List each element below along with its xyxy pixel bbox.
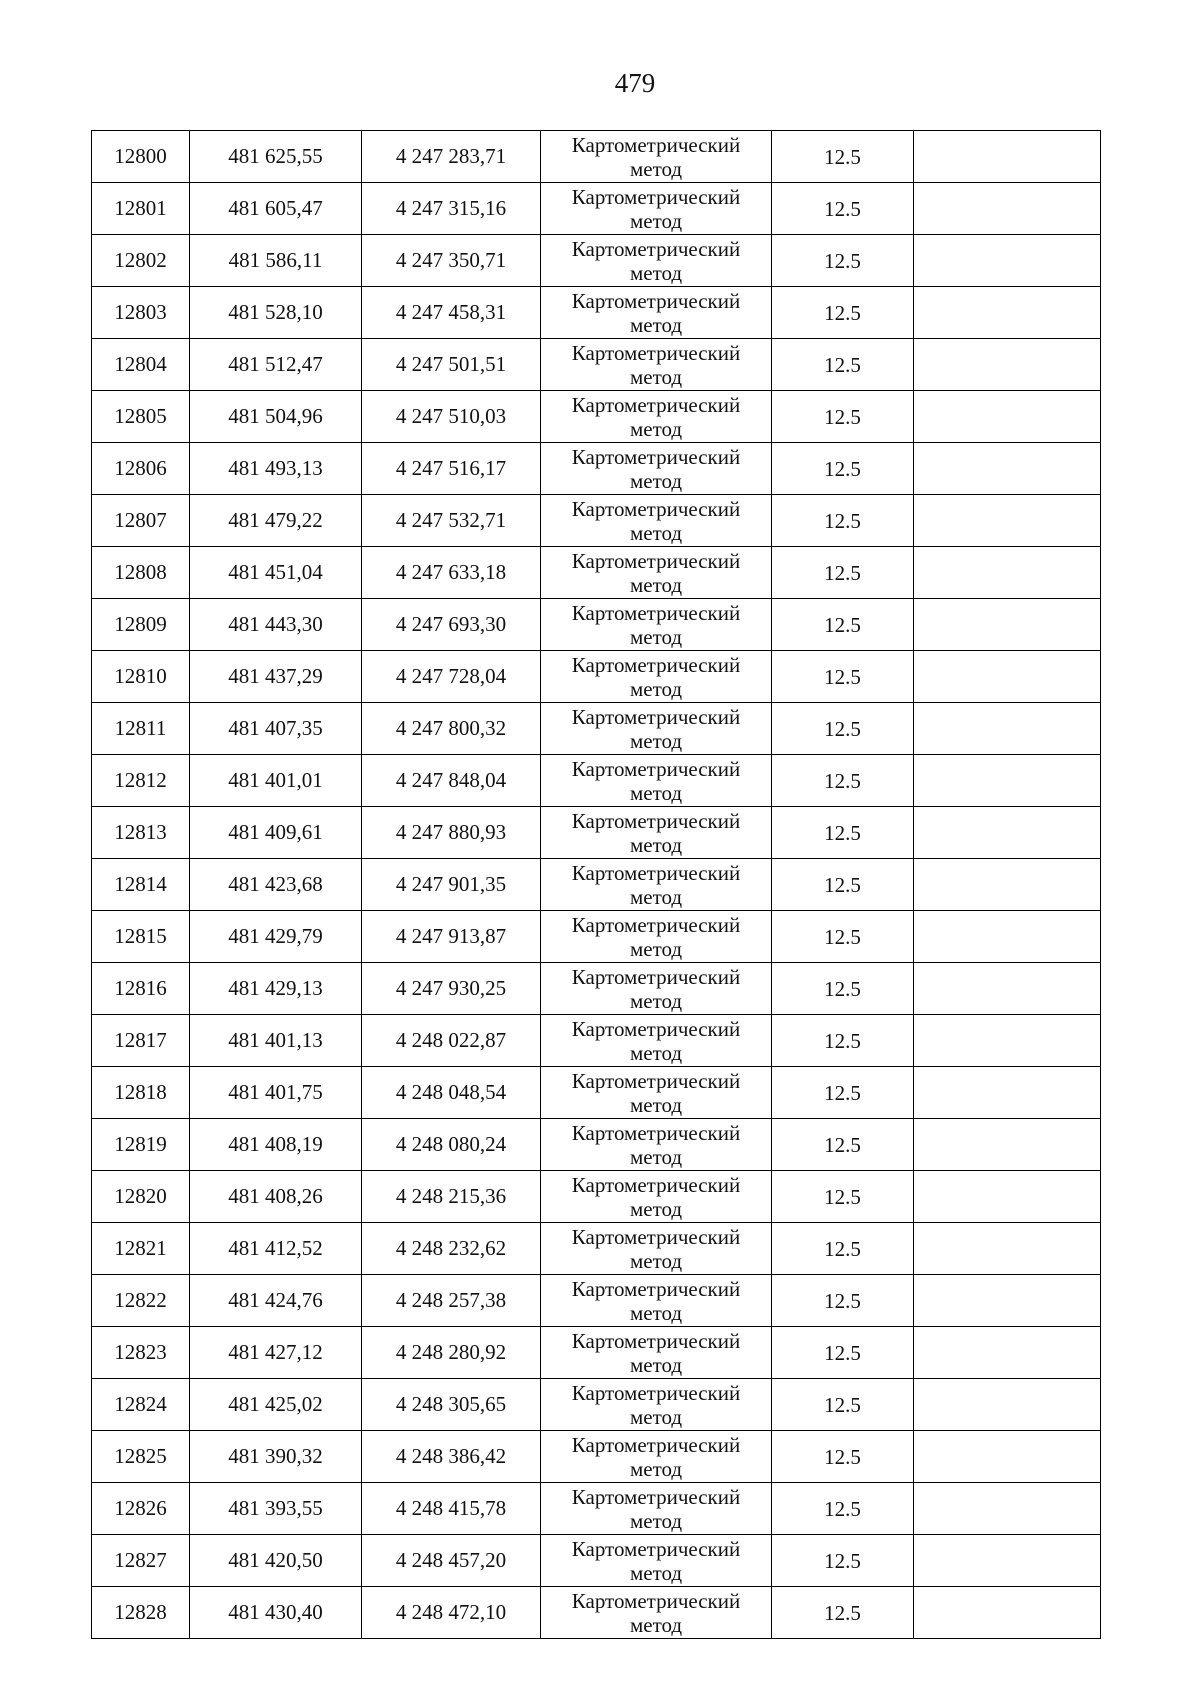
point-id-cell: 12819 [92,1119,190,1171]
method-cell [541,599,772,651]
accuracy-cell: 12.5 [772,1223,914,1275]
point-id-cell: 12808 [92,547,190,599]
note-cell [914,859,1101,911]
x-coordinate-cell: 481 429,13 [190,963,362,1015]
y-coordinate-cell: 4 248 215,36 [362,1171,541,1223]
method-line-1: Картометрический [571,1536,741,1561]
x-coordinate-cell: 481 401,01 [190,755,362,807]
x-coordinate-cell: 481 625,55 [190,131,362,183]
method-line-2: метод [629,1092,683,1117]
note-cell [914,1067,1101,1119]
point-id-cell: 12821 [92,1223,190,1275]
method-line-1: Картометрический [571,1276,741,1301]
method-line-2: метод [629,416,683,441]
accuracy-cell: 12.5 [772,287,914,339]
x-coordinate-cell: 481 437,29 [190,651,362,703]
accuracy-cell: 12.5 [772,963,914,1015]
method-line-1: Картометрический [571,1328,741,1353]
accuracy-cell: 12.5 [772,1587,914,1639]
point-id-cell: 12805 [92,391,190,443]
y-coordinate-cell: 4 248 457,20 [362,1535,541,1587]
method-line-1: Картометрический [571,704,741,729]
table-row [92,547,1101,599]
method-line-1: Картометрический [571,1068,741,1093]
y-coordinate-cell: 4 248 048,54 [362,1067,541,1119]
table-row [92,1587,1101,1639]
y-coordinate-cell: 4 247 913,87 [362,911,541,963]
method-line-2: метод [629,832,683,857]
y-coordinate-cell: 4 247 800,32 [362,703,541,755]
table-row [92,1379,1101,1431]
table-row [92,183,1101,235]
x-coordinate-cell: 481 393,55 [190,1483,362,1535]
method-line-2: метод [629,1196,683,1221]
note-cell [914,1015,1101,1067]
method-line-2: метод [629,936,683,961]
y-coordinate-cell: 4 248 080,24 [362,1119,541,1171]
table-row [92,1015,1101,1067]
note-cell [914,1379,1101,1431]
method-cell [541,287,772,339]
note-cell [914,287,1101,339]
point-id-cell: 12803 [92,287,190,339]
note-cell [914,1483,1101,1535]
note-cell [914,807,1101,859]
method-line-2: метод [629,780,683,805]
method-line-2: метод [629,364,683,389]
point-id-cell: 12828 [92,1587,190,1639]
method-line-1: Картометрический [571,288,741,313]
method-cell [541,1327,772,1379]
method-line-1: Картометрический [571,340,741,365]
note-cell [914,235,1101,287]
method-cell [541,703,772,755]
note-cell [914,547,1101,599]
y-coordinate-cell: 4 247 848,04 [362,755,541,807]
point-id-cell: 12825 [92,1431,190,1483]
table-row [92,1119,1101,1171]
method-cell [541,1379,772,1431]
note-cell [914,911,1101,963]
method-cell [541,807,772,859]
method-line-2: метод [629,1456,683,1481]
method-cell [541,1119,772,1171]
y-coordinate-cell: 4 248 386,42 [362,1431,541,1483]
method-line-1: Картометрический [571,600,741,625]
point-id-cell: 12815 [92,911,190,963]
method-line-2: метод [629,624,683,649]
x-coordinate-cell: 481 427,12 [190,1327,362,1379]
method-cell [541,391,772,443]
point-id-cell: 12822 [92,1275,190,1327]
method-line-1: Картометрический [571,1224,741,1249]
x-coordinate-cell: 481 412,52 [190,1223,362,1275]
note-cell [914,599,1101,651]
method-cell [541,1483,772,1535]
method-cell [541,1535,772,1587]
table-row [92,443,1101,495]
point-id-cell: 12807 [92,495,190,547]
note-cell [914,1275,1101,1327]
accuracy-cell: 12.5 [772,755,914,807]
y-coordinate-cell: 4 247 516,17 [362,443,541,495]
method-line-2: метод [629,572,683,597]
y-coordinate-cell: 4 247 510,03 [362,391,541,443]
x-coordinate-cell: 481 504,96 [190,391,362,443]
method-line-1: Картометрический [571,964,741,989]
x-coordinate-cell: 481 512,47 [190,339,362,391]
method-line-2: метод [629,1352,683,1377]
accuracy-cell: 12.5 [772,1171,914,1223]
accuracy-cell: 12.5 [772,183,914,235]
point-id-cell: 12823 [92,1327,190,1379]
method-line-2: метод [629,312,683,337]
note-cell [914,391,1101,443]
accuracy-cell: 12.5 [772,547,914,599]
x-coordinate-cell: 481 408,26 [190,1171,362,1223]
x-coordinate-cell: 481 430,40 [190,1587,362,1639]
note-cell [914,1171,1101,1223]
y-coordinate-cell: 4 247 880,93 [362,807,541,859]
accuracy-cell: 12.5 [772,131,914,183]
x-coordinate-cell: 481 407,35 [190,703,362,755]
note-cell [914,339,1101,391]
point-id-cell: 12827 [92,1535,190,1587]
x-coordinate-cell: 481 423,68 [190,859,362,911]
method-cell [541,1015,772,1067]
method-cell [541,651,772,703]
accuracy-cell: 12.5 [772,807,914,859]
note-cell [914,755,1101,807]
table-row [92,599,1101,651]
method-line-1: Картометрический [571,1172,741,1197]
method-line-1: Картометрический [571,444,741,469]
note-cell [914,183,1101,235]
x-coordinate-cell: 481 493,13 [190,443,362,495]
x-coordinate-cell: 481 408,19 [190,1119,362,1171]
method-line-2: метод [629,1508,683,1533]
note-cell [914,651,1101,703]
table-row [92,807,1101,859]
point-id-cell: 12804 [92,339,190,391]
table-row [92,1327,1101,1379]
method-line-2: метод [629,1300,683,1325]
method-line-1: Картометрический [571,808,741,833]
point-id-cell: 12806 [92,443,190,495]
accuracy-cell: 12.5 [772,339,914,391]
table-row [92,1067,1101,1119]
point-id-cell: 12801 [92,183,190,235]
table-row [92,755,1101,807]
x-coordinate-cell: 481 605,47 [190,183,362,235]
point-id-cell: 12800 [92,131,190,183]
table-row [92,859,1101,911]
method-line-2: метод [629,520,683,545]
method-line-2: метод [629,1404,683,1429]
method-line-2: метод [629,1144,683,1169]
y-coordinate-cell: 4 247 901,35 [362,859,541,911]
method-line-2: метод [629,468,683,493]
accuracy-cell: 12.5 [772,1483,914,1535]
method-line-2: метод [629,1612,683,1637]
accuracy-cell: 12.5 [772,1015,914,1067]
table-row [92,1431,1101,1483]
method-line-2: метод [629,676,683,701]
note-cell [914,1327,1101,1379]
x-coordinate-cell: 481 420,50 [190,1535,362,1587]
accuracy-cell: 12.5 [772,1535,914,1587]
x-coordinate-cell: 481 586,11 [190,235,362,287]
point-id-cell: 12811 [92,703,190,755]
note-cell [914,1535,1101,1587]
y-coordinate-cell: 4 248 305,65 [362,1379,541,1431]
y-coordinate-cell: 4 247 930,25 [362,963,541,1015]
y-coordinate-cell: 4 248 472,10 [362,1587,541,1639]
method-line-1: Картометрический [571,1016,741,1041]
note-cell [914,131,1101,183]
accuracy-cell: 12.5 [772,859,914,911]
point-id-cell: 12824 [92,1379,190,1431]
method-cell [541,755,772,807]
x-coordinate-cell: 481 528,10 [190,287,362,339]
method-line-1: Картометрический [571,860,741,885]
method-line-1: Картометрический [571,236,741,261]
x-coordinate-cell: 481 425,02 [190,1379,362,1431]
y-coordinate-cell: 4 248 257,38 [362,1275,541,1327]
method-line-2: метод [629,1248,683,1273]
y-coordinate-cell: 4 248 022,87 [362,1015,541,1067]
point-id-cell: 12814 [92,859,190,911]
method-cell [541,339,772,391]
accuracy-cell: 12.5 [772,599,914,651]
method-line-2: метод [629,1040,683,1065]
method-line-1: Картометрический [571,1120,741,1145]
method-line-1: Картометрический [571,1380,741,1405]
note-cell [914,1119,1101,1171]
accuracy-cell: 12.5 [772,443,914,495]
note-cell [914,1431,1101,1483]
accuracy-cell: 12.5 [772,495,914,547]
y-coordinate-cell: 4 247 532,71 [362,495,541,547]
page-number: 479 [614,68,656,98]
table-row [92,131,1101,183]
y-coordinate-cell: 4 247 501,51 [362,339,541,391]
method-cell [541,963,772,1015]
y-coordinate-cell: 4 247 633,18 [362,547,541,599]
method-line-2: метод [629,156,683,181]
accuracy-cell: 12.5 [772,1119,914,1171]
note-cell [914,703,1101,755]
accuracy-cell: 12.5 [772,391,914,443]
accuracy-cell: 12.5 [772,1275,914,1327]
point-id-cell: 12818 [92,1067,190,1119]
accuracy-cell: 12.5 [772,703,914,755]
method-cell [541,1223,772,1275]
note-cell [914,443,1101,495]
table-row [92,651,1101,703]
y-coordinate-cell: 4 247 458,31 [362,287,541,339]
method-line-2: метод [629,988,683,1013]
x-coordinate-cell: 481 429,79 [190,911,362,963]
method-cell [541,131,772,183]
x-coordinate-cell: 481 479,22 [190,495,362,547]
method-cell [541,443,772,495]
table-row [92,703,1101,755]
accuracy-cell: 12.5 [772,1431,914,1483]
method-cell [541,183,772,235]
method-cell [541,547,772,599]
point-id-cell: 12826 [92,1483,190,1535]
method-line-1: Картометрический [571,652,741,677]
method-cell [541,1587,772,1639]
method-cell [541,859,772,911]
method-line-2: метод [629,260,683,285]
point-id-cell: 12816 [92,963,190,1015]
method-line-2: метод [629,728,683,753]
y-coordinate-cell: 4 247 315,16 [362,183,541,235]
point-id-cell: 12817 [92,1015,190,1067]
x-coordinate-cell: 481 443,30 [190,599,362,651]
accuracy-cell: 12.5 [772,1327,914,1379]
x-coordinate-cell: 481 451,04 [190,547,362,599]
y-coordinate-cell: 4 247 728,04 [362,651,541,703]
method-line-1: Картометрический [571,912,741,937]
y-coordinate-cell: 4 247 693,30 [362,599,541,651]
x-coordinate-cell: 481 401,75 [190,1067,362,1119]
table-row [92,1535,1101,1587]
method-line-2: метод [629,1560,683,1585]
note-cell [914,495,1101,547]
method-cell [541,911,772,963]
note-cell [914,1223,1101,1275]
table-row [92,911,1101,963]
table-row [92,1223,1101,1275]
note-cell [914,1587,1101,1639]
method-line-1: Картометрический [571,1484,741,1509]
table-row [92,339,1101,391]
accuracy-cell: 12.5 [772,1379,914,1431]
accuracy-cell: 12.5 [772,235,914,287]
table-row [92,1483,1101,1535]
method-line-2: метод [629,208,683,233]
table-row [92,391,1101,443]
method-cell [541,1275,772,1327]
point-id-cell: 12809 [92,599,190,651]
method-line-1: Картометрический [571,184,741,209]
table-row [92,495,1101,547]
method-line-1: Картометрический [571,548,741,573]
method-line-1: Картометрический [571,756,741,781]
method-line-1: Картометрический [571,496,741,521]
y-coordinate-cell: 4 247 283,71 [362,131,541,183]
x-coordinate-cell: 481 390,32 [190,1431,362,1483]
method-line-2: метод [629,884,683,909]
accuracy-cell: 12.5 [772,651,914,703]
method-line-1: Картометрический [571,392,741,417]
coordinates-table [91,130,1101,1639]
x-coordinate-cell: 481 409,61 [190,807,362,859]
method-line-1: Картометрический [571,1588,741,1613]
note-cell [914,963,1101,1015]
x-coordinate-cell: 481 401,13 [190,1015,362,1067]
coordinates-table-body [92,131,1101,1639]
table-row [92,287,1101,339]
y-coordinate-cell: 4 248 232,62 [362,1223,541,1275]
method-cell [541,1067,772,1119]
point-id-cell: 12820 [92,1171,190,1223]
table-row [92,1275,1101,1327]
y-coordinate-cell: 4 248 415,78 [362,1483,541,1535]
method-cell [541,235,772,287]
method-cell [541,495,772,547]
method-cell [541,1431,772,1483]
point-id-cell: 12813 [92,807,190,859]
y-coordinate-cell: 4 248 280,92 [362,1327,541,1379]
method-line-1: Картометрический [571,132,741,157]
table-row [92,235,1101,287]
accuracy-cell: 12.5 [772,1067,914,1119]
method-cell [541,1171,772,1223]
point-id-cell: 12802 [92,235,190,287]
table-row [92,1171,1101,1223]
table-row [92,963,1101,1015]
method-line-1: Картометрический [571,1432,741,1457]
point-id-cell: 12810 [92,651,190,703]
x-coordinate-cell: 481 424,76 [190,1275,362,1327]
y-coordinate-cell: 4 247 350,71 [362,235,541,287]
point-id-cell: 12812 [92,755,190,807]
accuracy-cell: 12.5 [772,911,914,963]
